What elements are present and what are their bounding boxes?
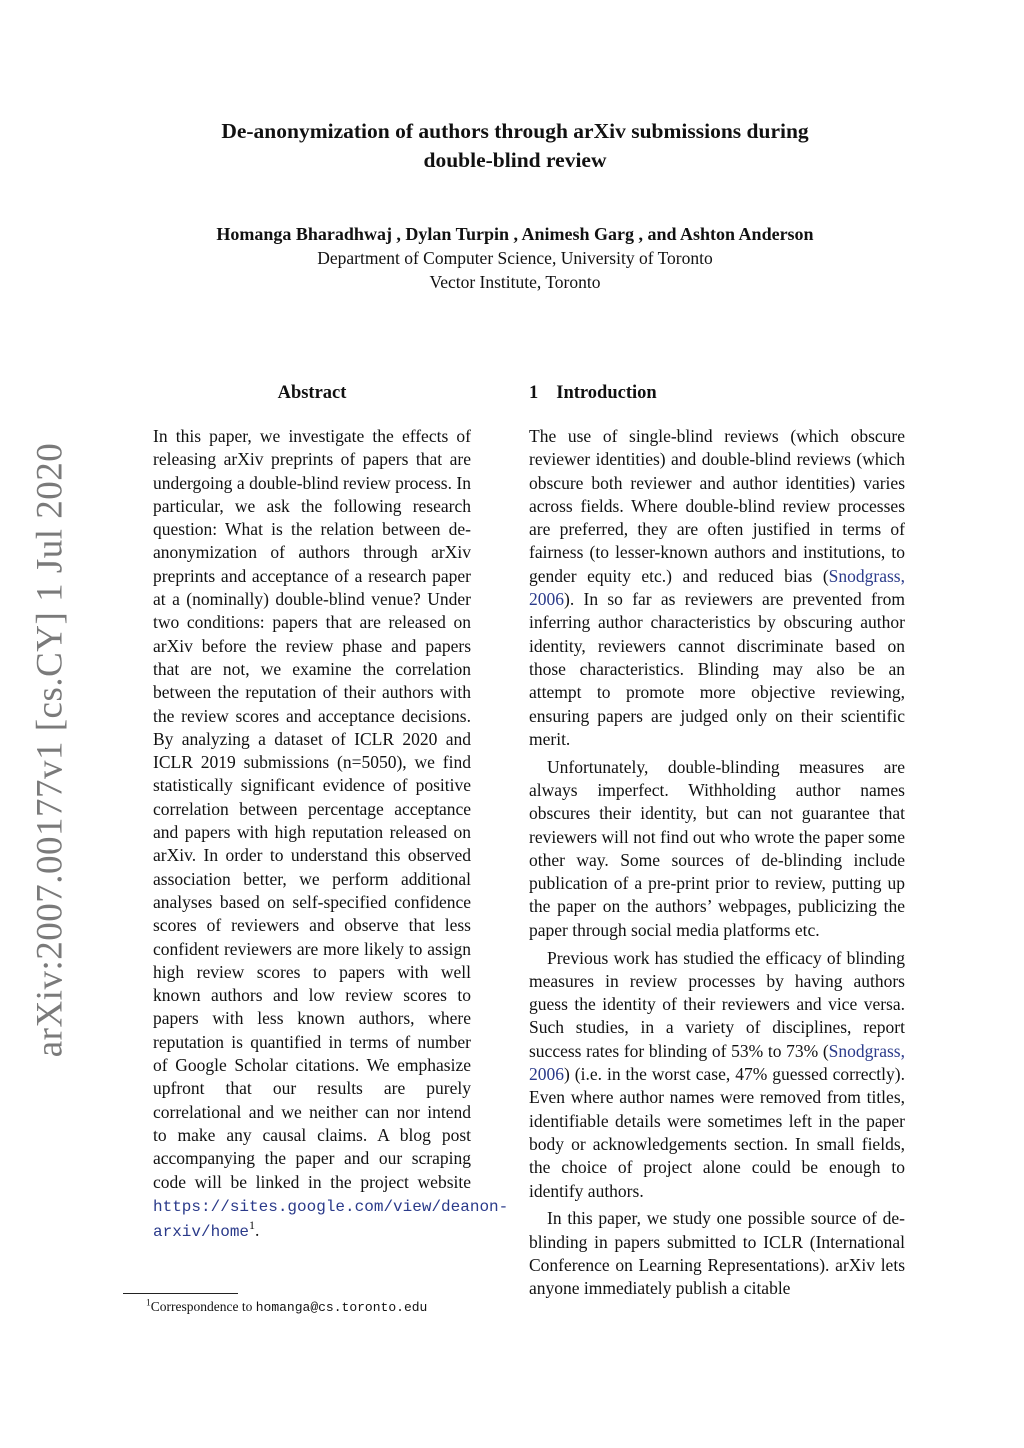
paper-title-line1: De-anonymization of authors through arXiv submissions during (221, 119, 809, 143)
intro-paragraph-3 (529, 947, 905, 1203)
correspondence-email[interactable]: homanga@cs.toronto.edu (255, 1300, 428, 1315)
abstract-text: In this paper, we investigate the effects of releasing arXiv preprints of papers that are undergoing a double-blind review process. In particular, we ask the following research question: What is the relation between de-anonymization of authors through arXiv preprints and acceptance of a research paper at a (nominally) double-blind venue? Under two conditions: papers that are released on arXiv before the review phase and papers that are not, we examine the correlation between the reputation of their authors with the review scores and acceptance decisions. By analyzing a dataset of ICLR 2020 and ICLR 2019 submissions (n=5050), we find statistically significant evidence of positive correlation between percentage acceptance and papers with high reputation released on arXiv. In order to understand this observed association better, we perform additional analyses based on self-specified confidence scores of reviewers and observe that less confident reviewers are more likely to assign high review scores to papers with well known authors and low review scores to papers with less known authors, where reputation is quantified in terms of number of Google Scholar citations. We emphasize upfront that our results are purely correlational and we neither can nor intend to make any causal claims. A blog post accompanying the paper and our scraping code will be linked in the project website (153, 426, 471, 1192)
footnote-text: Correspondence to (150, 1299, 253, 1314)
citation-link[interactable]: Snodgrass, 2006 (529, 565, 905, 610)
footnote-divider (123, 1293, 238, 1294)
intro-paragraph-1 (529, 425, 905, 751)
affiliation-department: Department of Computer Science, University of Toronto (317, 248, 713, 268)
arxiv-sidebar (20, 442, 80, 1058)
intro-paragraph-2: Unfortunately, double-blinding measures are always imperfect. Withholding author names obscures their identity, but can not guarantee that reviewers will not find out who wrote the paper some other way. Some sources of de-blinding include publication of a pre-print prior to review, putting up the paper on the authors’ webpages, publicizing the paper through social media platforms etc. (529, 756, 905, 940)
abstract-column (153, 425, 509, 1249)
author-list: Homanga Bharadhwaj , Dylan Turpin , Animesh Garg , and Ashton Anderson (216, 224, 814, 244)
abstract-paragraph (153, 425, 509, 1244)
project-website-link[interactable]: https://sites.google.com/view/deanon-arxiv/home (153, 1197, 509, 1242)
footnote-marker[interactable]: 1 (249, 1218, 256, 1233)
section-number: 1 (529, 383, 539, 403)
arxiv-identifier: arXiv:2007.00177v1 [cs.CY] 1 Jul 2020 (29, 442, 71, 1058)
intro-p3-text-b: ) (i.e. in the worst case, 47% guessed correctly). Even where author names were removed from titles, identifiable details were sometimes left in the paper body or acknowledgements section. In small fields, the choice of project alone could be enough to identify authors. (529, 1064, 905, 1201)
paper-title-line2: double-blind review (423, 148, 607, 172)
introduction-heading (529, 383, 657, 404)
intro-paragraph-4: In this paper, we study one possible source of de-blinding in papers submitted to ICLR (International Conference on Learning Representations). arXiv lets anyone immediately publish a citable (529, 1208, 905, 1299)
affiliation-institute: Vector Institute, Toronto (429, 272, 601, 292)
intro-p1-text-b: ). In so far as reviewers are prevented from inferring author characteristics by obscuring author identity, reviewers cannot discriminate based on those characteristics. Blinding may also be an attempt to promote more objective reviewing, ensuring papers are judged only on their scientific merit. (529, 589, 905, 749)
section-title: Introduction (556, 383, 657, 403)
intro-p3-text-a: Previous work has studied the efficacy of blinding measures in review processes by having authors guess the identity of their reviewers and vice versa. Such studies, in a variety of disciplines, report success rates for blinding of 53% to 73% ( (529, 947, 905, 1061)
footnote (146, 1298, 427, 1317)
paper-title (150, 117, 880, 175)
abstract-end-punctuation: . (255, 1220, 260, 1241)
abstract-heading: Abstract (277, 383, 347, 403)
footnote-number: 1 (146, 1298, 151, 1309)
intro-p1-text-a: The use of single-blind reviews (which obscure reviewer identities) and double-blind reviews (which obscure both reviewer and author identities) varies across fields. Where double-blind review processes are preferred, they are often justified in terms of fairness (to lesser-known authors and institutions, to gender equity etc.) and reduced bias ( (529, 426, 905, 586)
citation-link[interactable]: Snodgrass, 2006 (529, 1040, 905, 1085)
introduction-column (529, 425, 905, 1305)
